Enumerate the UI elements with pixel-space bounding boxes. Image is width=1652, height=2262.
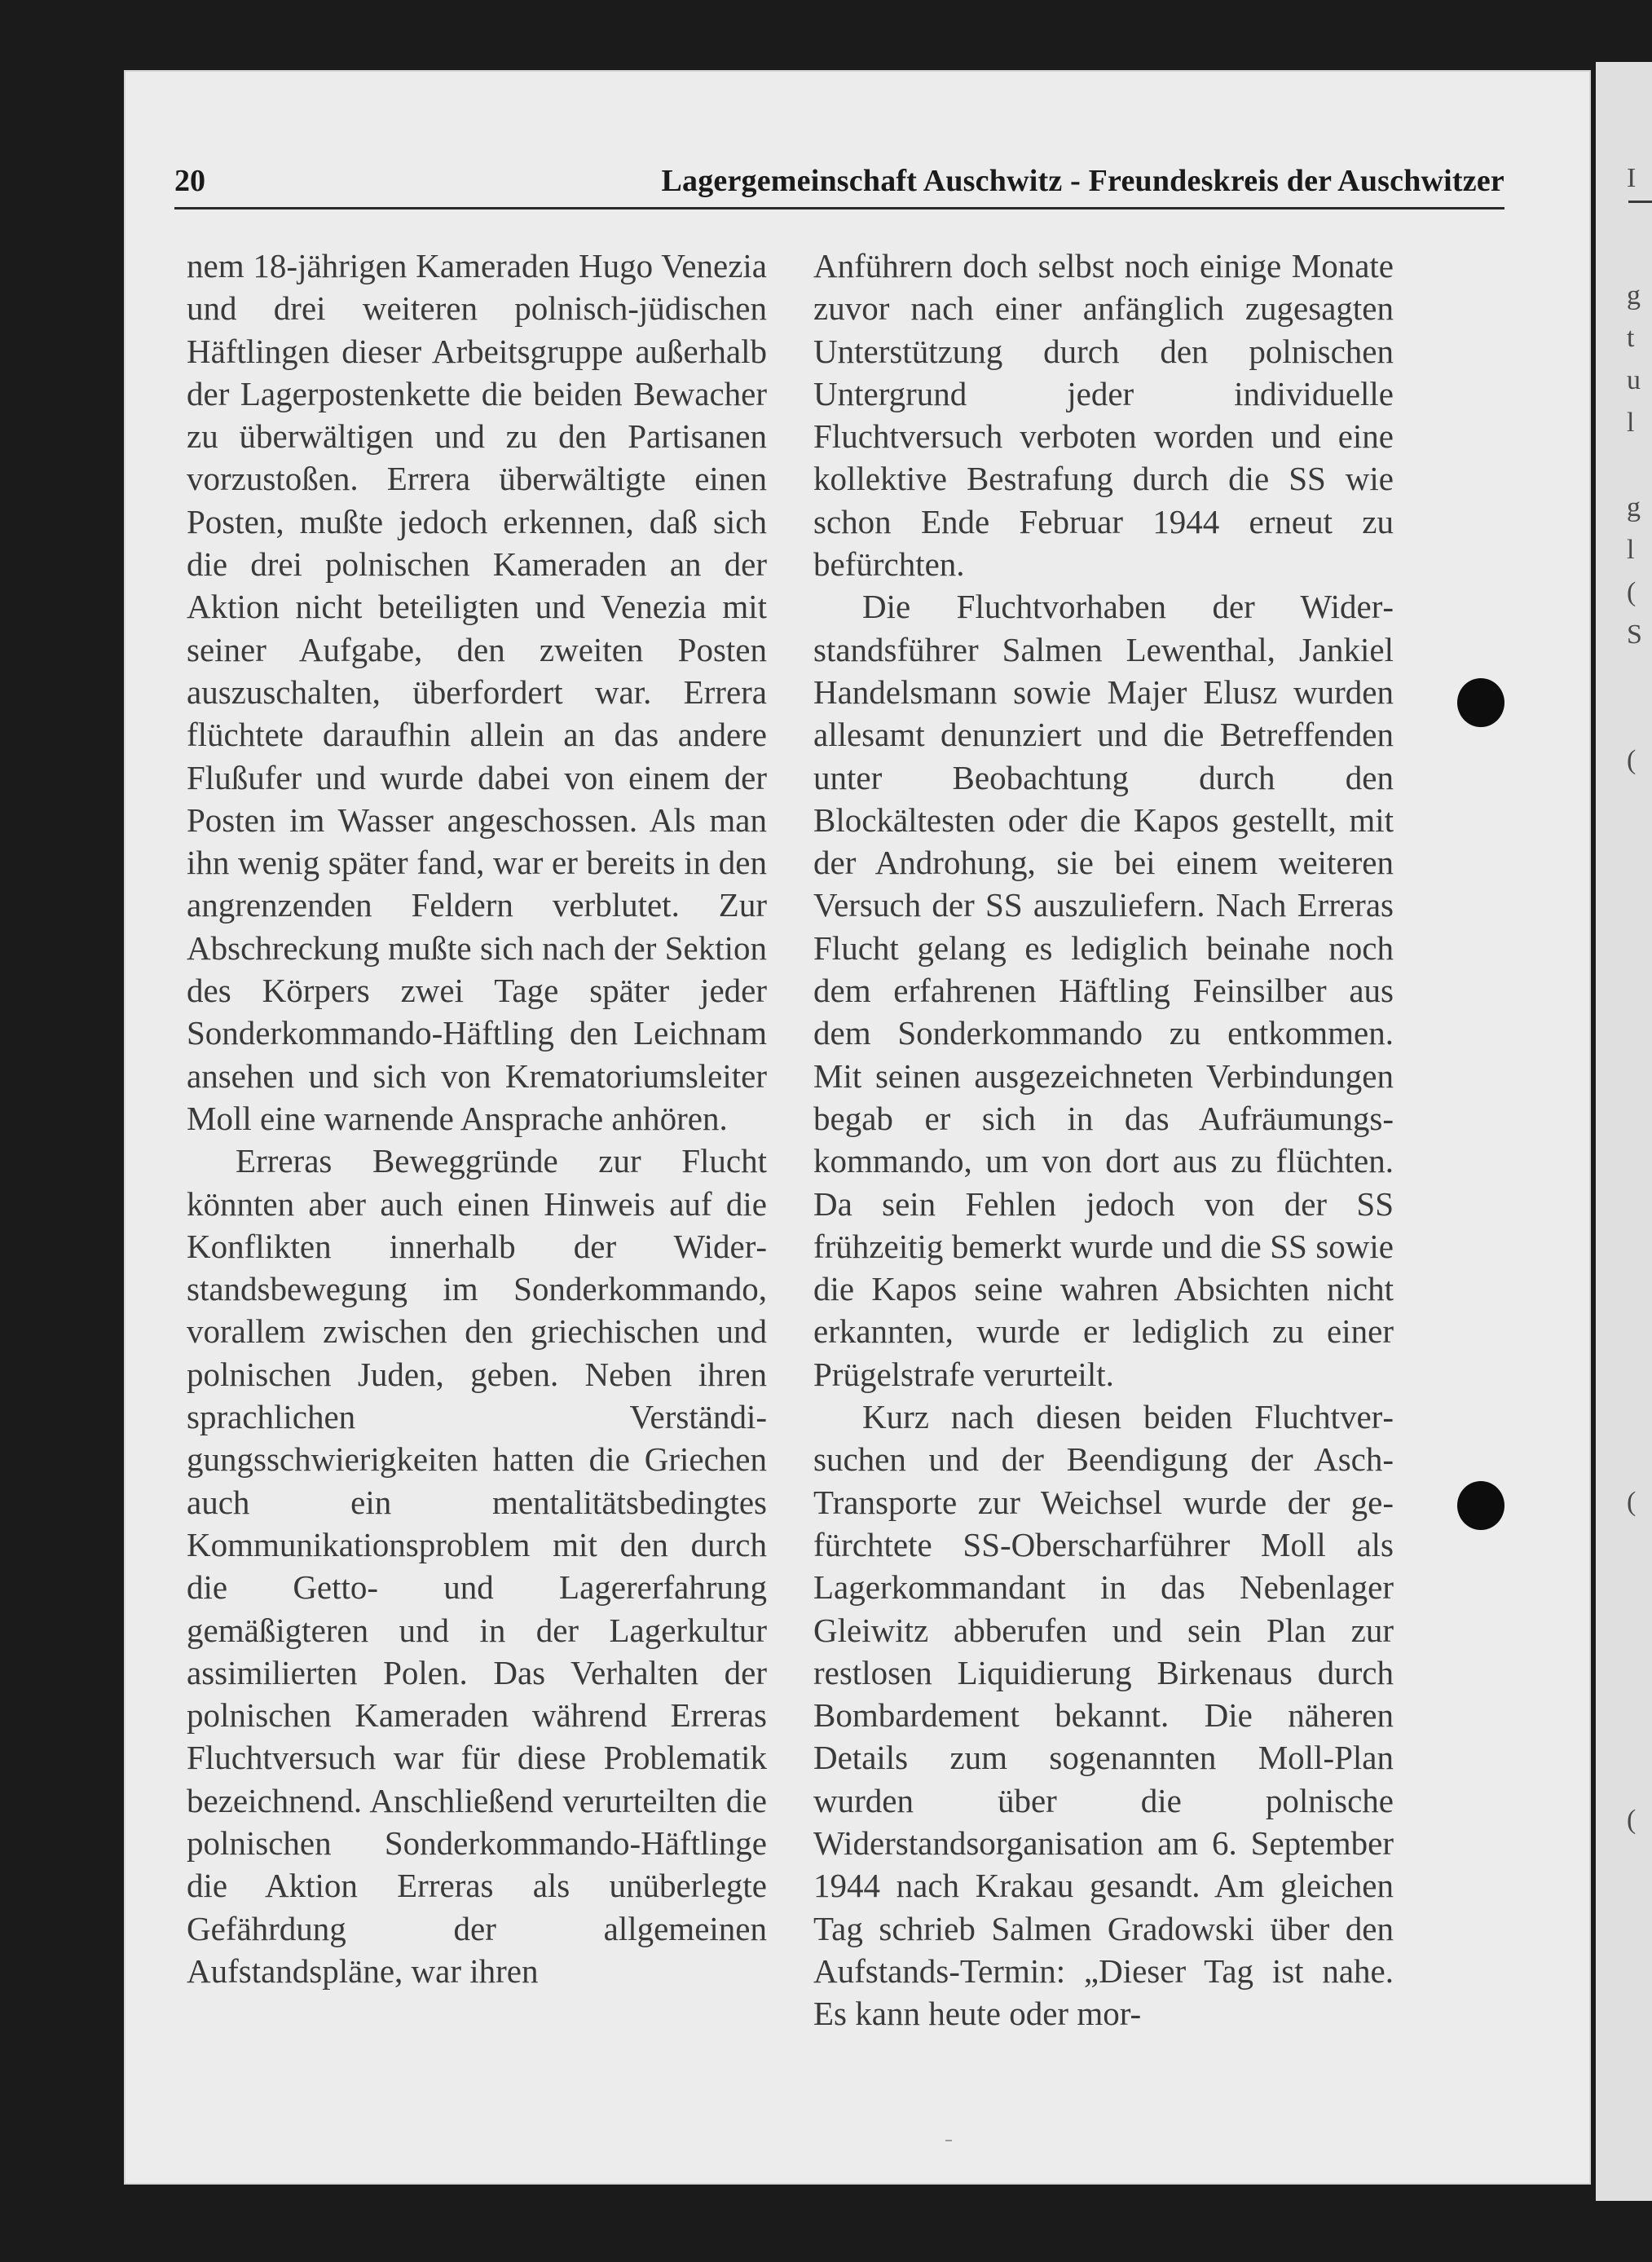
- page-speck: [945, 2140, 952, 2141]
- text-column-left: [187, 245, 767, 1992]
- facing-page-glyph: l: [1627, 535, 1635, 565]
- facing-page-rule: [1628, 201, 1652, 203]
- facing-page-edge: [1596, 62, 1652, 2201]
- facing-page-glyph: (: [1627, 577, 1637, 607]
- text-column-right: [813, 245, 1394, 2035]
- facing-page-glyph: (: [1627, 1805, 1637, 1835]
- facing-page-glyph: (: [1627, 1487, 1637, 1517]
- facing-page-glyph: S: [1627, 620, 1642, 650]
- paragraph: nem 18-jährigen Kameraden Hugo Venezia und drei weiteren polnisch-jüdischen Häftlingen dieser Arbeitsgruppe außerhalb der Lagerpostenkette die beiden Bewacher zu überwältigen und zu den Partisanen vorzustoßen. Errera überwältigte einen Posten, mußte jedoch erkennen, daß sich die drei polnischen Kameraden an der Aktion nicht beteiligten und Venezia mit seiner Aufgabe, den zweiten Posten auszuschalten, überfordert war. Errera flüchtete daraufhin allein an das andere Flußufer und wurde dabei von einem der Posten im Wasser angeschossen. Als man ihn wenig später fand, war er bereits in den angrenzenden Feldern verblutet. Zur Abschreckung mußte sich nach der Sektion des Körpers zwei Tage später jeder Sonderkommando-Häftling den Leichnam ansehen und sich von Krematoriumsleiter Moll eine warnende Ansprache anhören.: [187, 247, 767, 1137]
- paragraph: Kurz nach diesen beiden Fluchtversuchen und der Beendigung der Asch-Transporte zur Weichsel wurde der gefürchtete SS-Oberscharführer Moll als Lagerkommandant in das Nebenlager Gleiwitz abberufen und sein Plan zur restlosen Liquidierung Birkenaus durch Bombardement bekannt. Die näheren Details zum sogenannten Moll-Plan wurden über die polnische Widerstandsorganisation am 6. September 1944 nach Krakau gesandt. Am gleichen Tag schrieb Salmen Gradowski über den Aufstands-Termin: „Dieser Tag ist nahe. Es kann heute oder mor-: [813, 1398, 1394, 2033]
- punch-hole: [1457, 678, 1504, 727]
- facing-page-glyph: t: [1627, 323, 1635, 353]
- running-head-title: Lagergemeinschaft Auschwitz - Freundeskreis der Auschwitzer: [661, 164, 1504, 198]
- facing-page-glyph: g: [1627, 280, 1641, 311]
- facing-page-glyph: g: [1627, 492, 1641, 523]
- paragraph: Anführern doch selbst noch einige Monate zuvor nach einer anfänglich zugesagten Unterstützung durch den polnischen Untergrund jeder individuelle Fluchtversuch verboten worden und eine kollektive Bestrafung durch die SS wie schon Ende Februar 1944 erneut zu befürchten.: [813, 247, 1394, 584]
- facing-page-glyph: l: [1627, 408, 1635, 438]
- facing-page-glyph: I: [1627, 163, 1637, 193]
- facing-page-glyph: u: [1627, 365, 1641, 395]
- page-number: 20: [174, 164, 205, 198]
- facing-page-glyph: (: [1627, 745, 1637, 775]
- paragraph: Erreras Beweggründe zur Flucht könnten aber auch einen Hinweis auf die Konflikten innerhalb der Widerstandsbewegung im Sonderkommando, vorallem zwischen den griechischen und polnischen Juden, geben. Neben ihren sprachlichen Verständigungsschwierigkeiten hatten die Griechen auch ein mentalitätsbedingtes Kommunikationsproblem mit den durch die Getto- und Lagererfahrung gemäßigteren und in der Lagerkultur assimilierten Polen. Das Verhalten der polnischen Kameraden während Erreras Fluchtversuch war für diese Problematik bezeichnend. Anschließend verurteilten die polnischen Sonderkommando-Häftlinge die Aktion Erreras als unüberlegte Gefährdung der allgemeinen Aufstandspläne, war ihren: [187, 1142, 767, 1990]
- running-header: [174, 161, 1504, 209]
- paragraph: Die Fluchtvorhaben der Widerstandsführer Salmen Lewenthal, Jankiel Handelsmann sowie Majer Elusz wurden allesamt denunziert und die Betreffenden unter Beobachtung durch den Blockältesten oder die Kapos gestellt, mit der Androhung, sie bei einem weiteren Versuch der SS auszuliefern. Nach Erreras Flucht gelang es lediglich beinahe noch dem erfahrenen Häftling Feinsilber aus dem Sonderkommando zu entkommen. Mit seinen ausgezeichneten Verbindungen begab er sich in das Aufräumungskommando, um von dort aus zu flüchten. Da sein Fehlen jedoch von der SS frühzeitig bemerkt wurde und die SS sowie die Kapos seine wahren Absichten nicht erkannten, wurde er lediglich zu einer Prügelstrafe verurteilt.: [813, 588, 1394, 1393]
- punch-hole: [1457, 1481, 1504, 1530]
